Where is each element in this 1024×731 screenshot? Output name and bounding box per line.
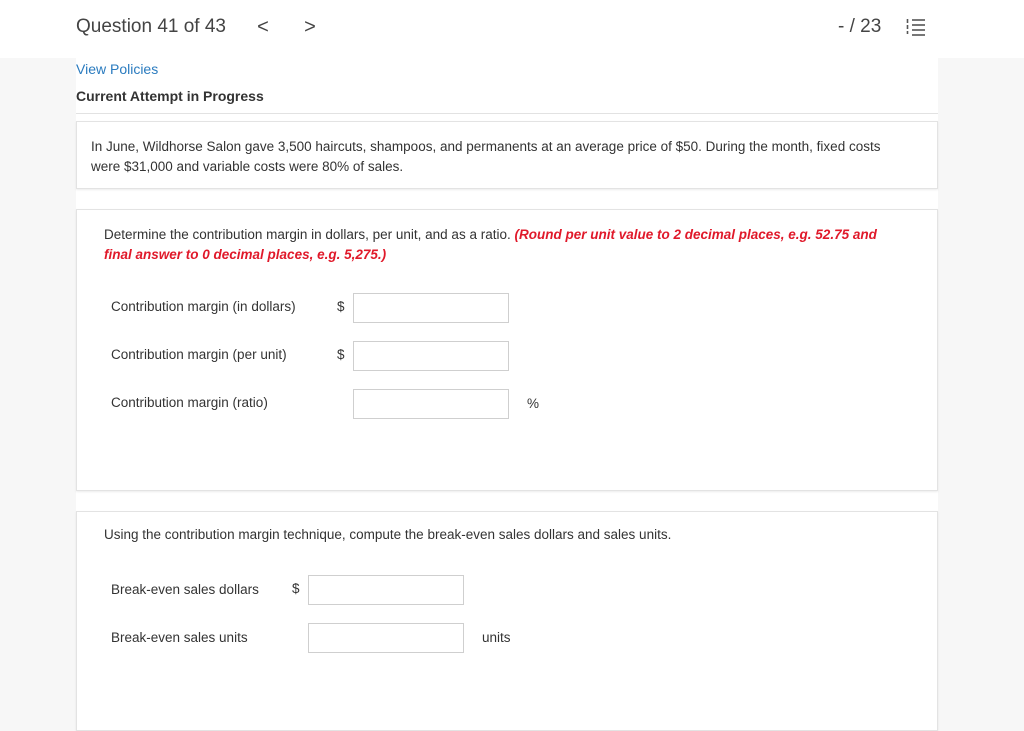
breakeven-dollars-input[interactable] xyxy=(308,575,464,605)
cm-per-unit-input[interactable] xyxy=(353,341,509,371)
part2-card xyxy=(76,511,938,731)
view-policies-link[interactable]: View Policies xyxy=(76,61,159,77)
attempt-status: Current Attempt in Progress xyxy=(76,88,264,104)
previous-question-button[interactable]: < xyxy=(257,16,269,38)
next-question-button[interactable]: > xyxy=(304,16,316,38)
part1-instruction xyxy=(104,225,904,265)
breakeven-dollars-prefix: $ xyxy=(292,581,300,596)
cm-ratio-percent-suffix: % xyxy=(527,396,540,411)
part1-card xyxy=(76,209,938,491)
breakeven-units-suffix: units xyxy=(482,630,511,645)
cm-ratio-label: Contribution margin (ratio) xyxy=(111,395,268,410)
problem-text: In June, Wildhorse Salon gave 3,500 haircuts, shampoos, and permanents at an average price of $50. During the month, fixed costs were $31,000 and variable costs were 80% of sales. xyxy=(91,139,881,174)
problem-card xyxy=(76,121,938,189)
question-counter: Question 41 of 43 xyxy=(76,16,226,37)
cm-ratio-input[interactable] xyxy=(353,389,509,419)
part2-instruction: Using the contribution margin technique, compute the break-even sales dollars and sales units. xyxy=(104,527,672,542)
score-display: - / 23 xyxy=(838,16,882,37)
cm-dollars-label: Contribution margin (in dollars) xyxy=(111,299,296,314)
cm-dollars-prefix: $ xyxy=(337,299,345,314)
breakeven-units-input[interactable] xyxy=(308,623,464,653)
question-list-icon[interactable] xyxy=(906,17,926,37)
cm-per-unit-prefix: $ xyxy=(337,347,345,362)
cm-per-unit-label: Contribution margin (per unit) xyxy=(111,347,287,362)
part1-instruction-text: Determine the contribution margin in dollars, per unit, and as a ratio. xyxy=(104,227,511,242)
breakeven-units-label: Break-even sales units xyxy=(111,630,248,645)
rounding-note: (Round per unit value to 2 decimal places, e.g. 52.75 and final answer to 0 decimal places, e.g. 5,275.) xyxy=(104,227,877,262)
divider xyxy=(76,113,938,114)
top-bar xyxy=(0,0,1024,58)
cm-dollars-input[interactable] xyxy=(353,293,509,323)
breakeven-dollars-label: Break-even sales dollars xyxy=(111,582,259,597)
